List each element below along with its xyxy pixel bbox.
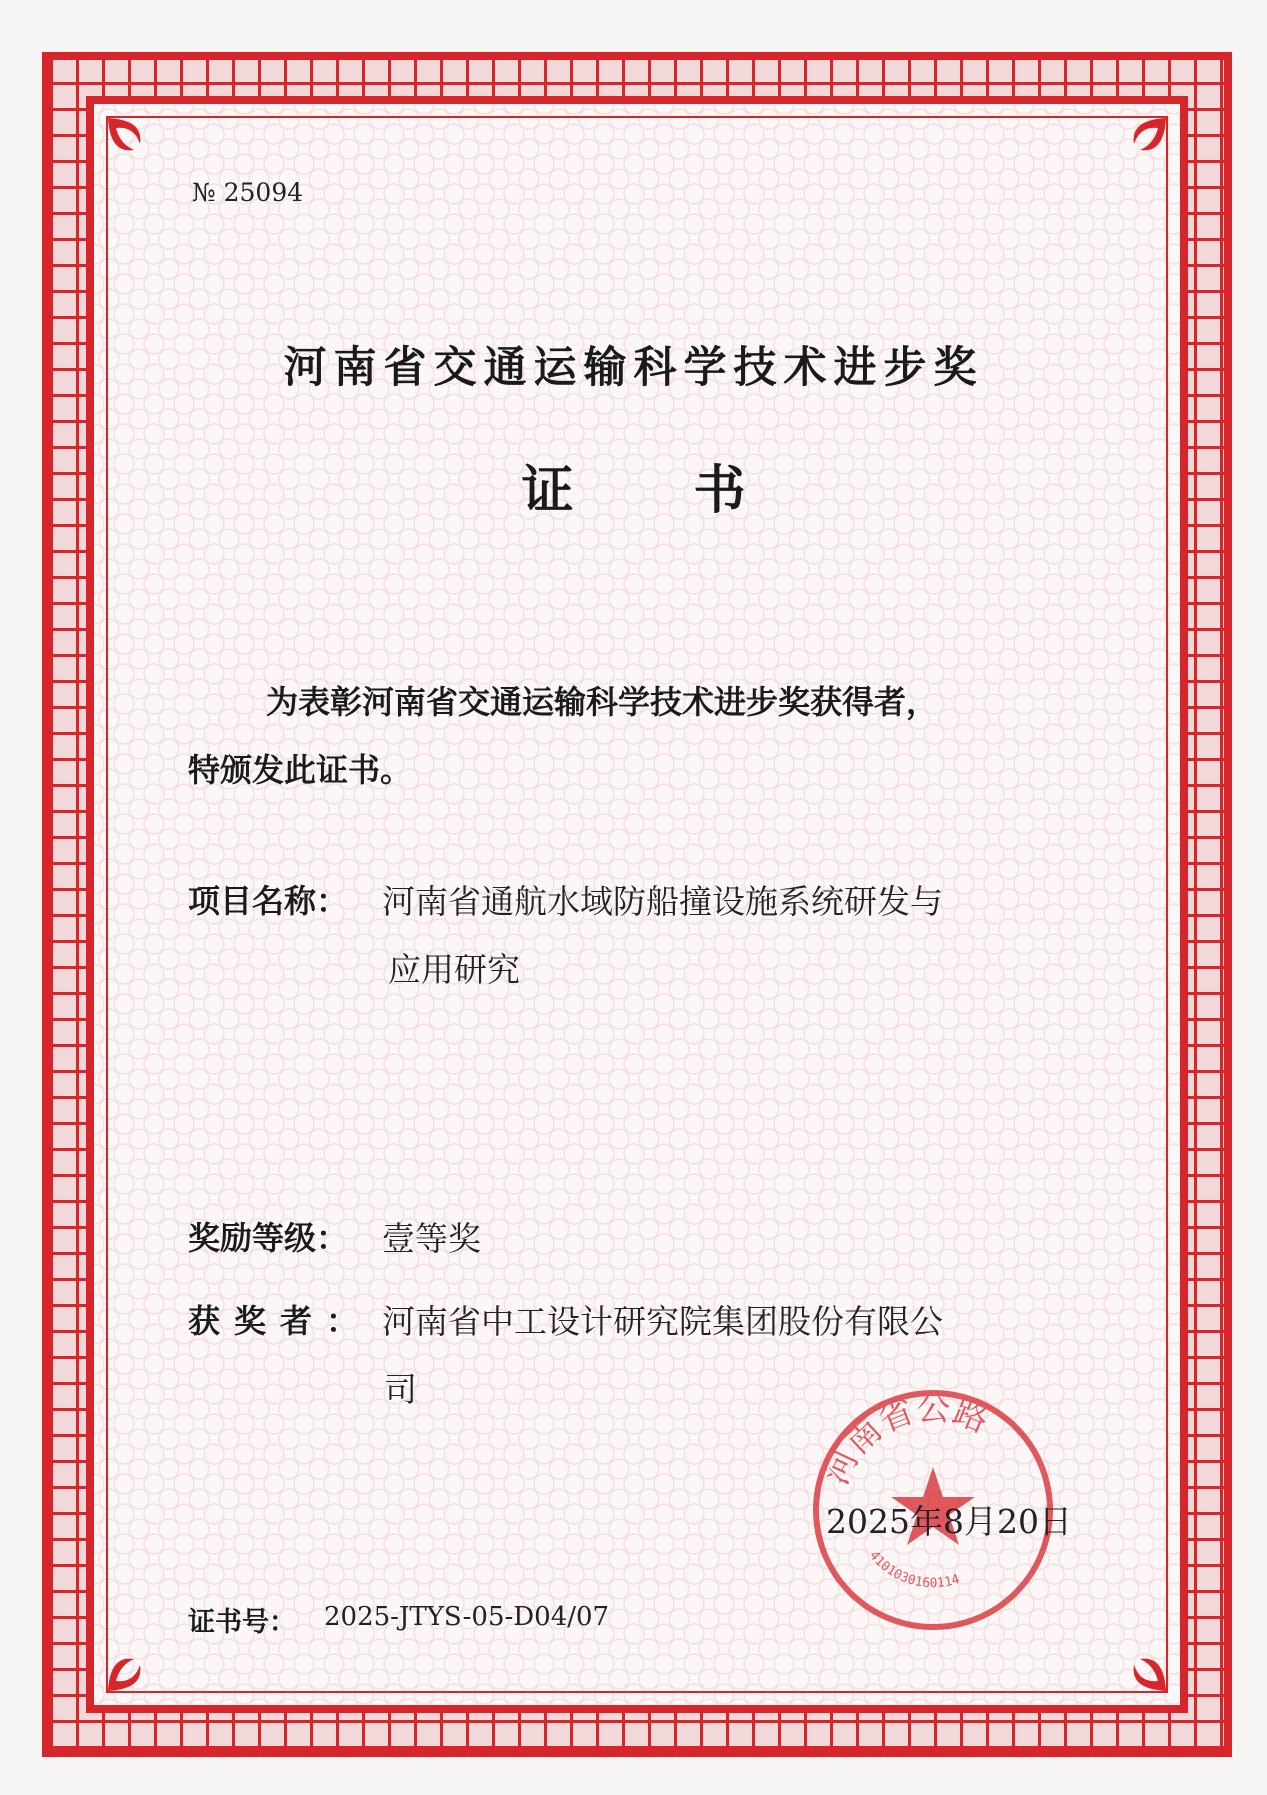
certificate-subtitle: 证书 (521, 461, 866, 521)
project-label: 项目名称： (188, 882, 349, 920)
corner-ornament-icon (1100, 1625, 1170, 1695)
grade-label: 奖励等级： (188, 1219, 349, 1257)
issue-date: 2025年8月20日 (826, 1502, 1072, 1541)
certificate-code-label: 证书号： (188, 1607, 296, 1638)
winner-value-line2: 司 (384, 1370, 417, 1409)
corner-ornament-icon (1100, 114, 1170, 184)
body-text-line2: 特颁发此证书。 (188, 751, 413, 789)
certificate-title: 河南省交通运输科学技术进步奖 (283, 343, 984, 393)
body-text-line1: 为表彰河南省交通运输科学技术进步奖获得者， (266, 683, 939, 721)
grade-value: 壹等奖 (382, 1219, 481, 1258)
svg-text:4101030160114 (866, 1548, 962, 1591)
winner-label: 获奖者： (188, 1302, 373, 1340)
winner-value-line1: 河南省中工设计研究院集团股份有限公 (382, 1302, 943, 1341)
project-value-line2: 应用研究 (388, 950, 520, 989)
seal-text: 河南省公路 (816, 1388, 995, 1491)
certificate-number: № 25094 (192, 178, 304, 207)
project-value-line1: 河南省通航水域防船撞设施系统研发与 (382, 882, 943, 921)
certificate-code-value: 2025-JTYS-05-D04/07 (324, 1602, 610, 1632)
seal-number: 4101030160114 (866, 1548, 962, 1592)
corner-ornament-icon (104, 1625, 174, 1695)
corner-ornament-icon (104, 114, 174, 184)
